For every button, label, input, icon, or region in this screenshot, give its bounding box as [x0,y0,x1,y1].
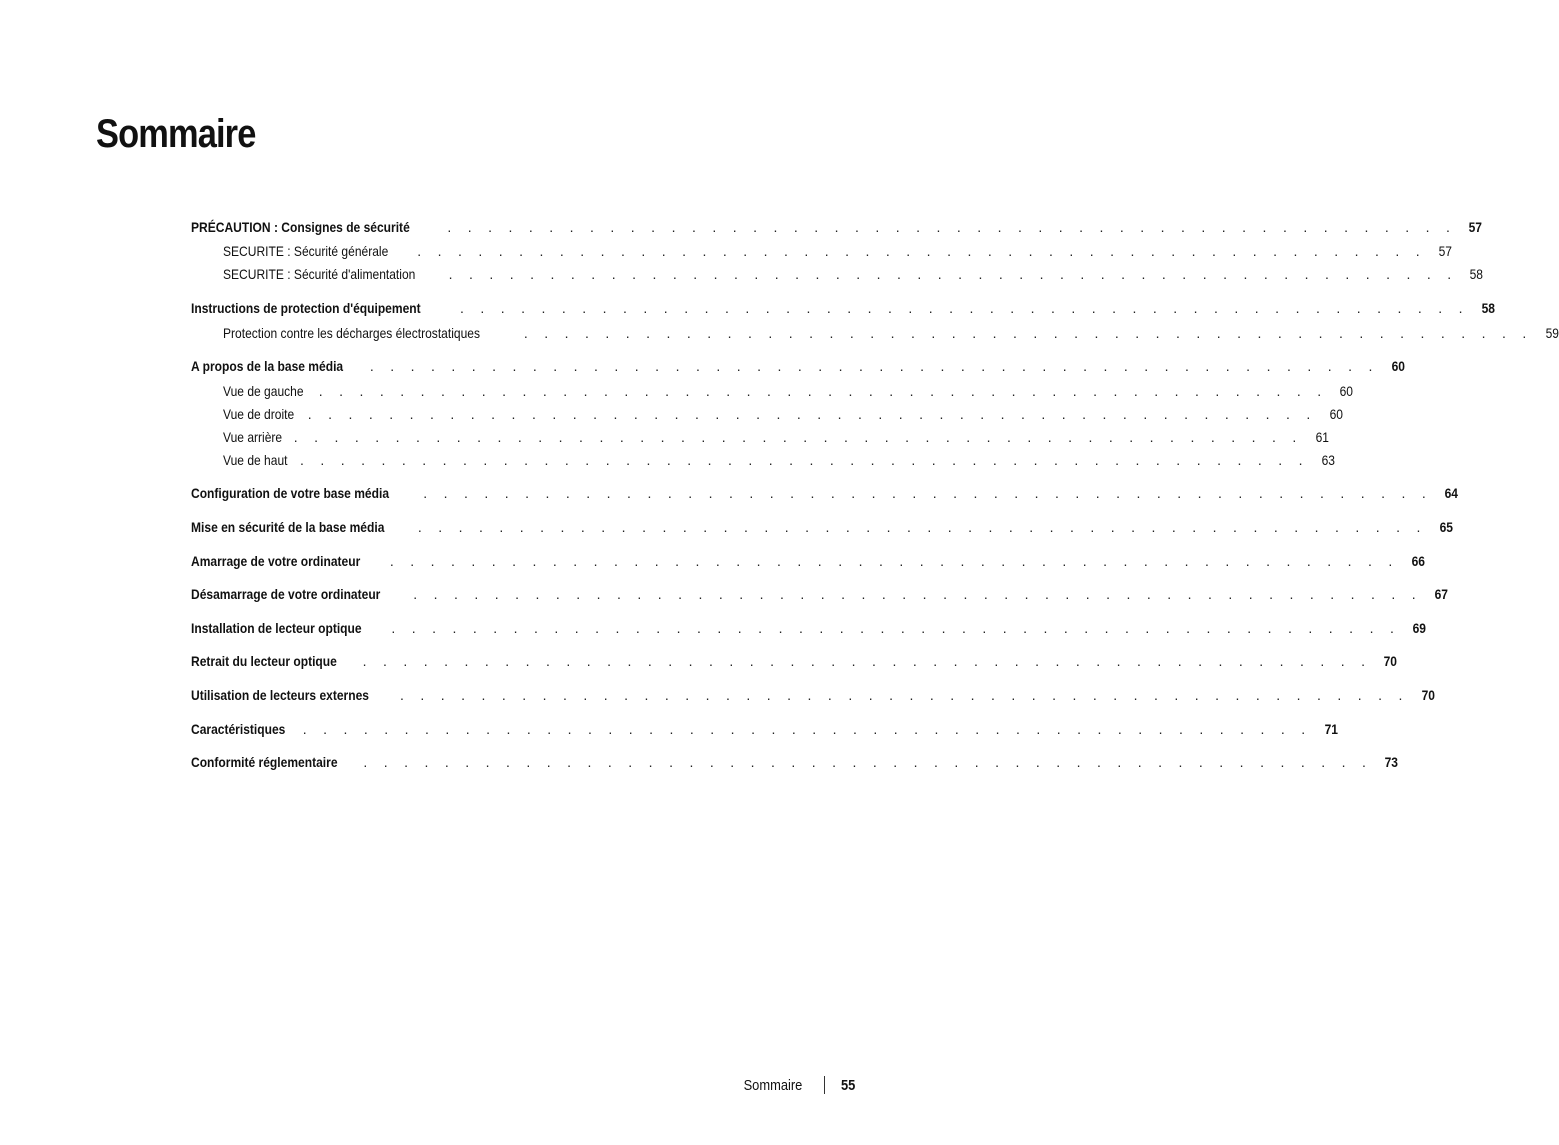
toc-entry[interactable] [191,298,1495,318]
toc-entry-label: Caractéristiques [191,721,286,737]
toc-entry-page: 57 [1438,243,1452,259]
dot-leader: . . . . . . . . . . . . . . . . . . . . . . . . . . . . . . . . . . . . . . . . . . . . . . . . . . [389,553,1399,569]
dot-leader: . . . . . . . . . . . . . . . . . . . . . . . . . . . . . . . . . . . . . . . . . . . . . . . . . . [300,452,1309,468]
toc-entry-page: 57 [1468,219,1483,235]
toc-entry-label: A propos de la base média [191,358,344,374]
dot-leader: . . . . . . . . . . . . . . . . . . . . . . . . . . . . . . . . . . . . . . . . . . . . . . . . . . [417,519,1427,535]
toc-entry-page: 60 [1391,358,1405,374]
toc-entry-label: SECURITE : Sécurité générale [223,243,389,259]
dot-leader: . . . . . . . . . . . . . . . . . . . . . . . . . . . . . . . . . . . . . . . . . . . . . . . . . . [417,243,1426,259]
dot-leader: . . . . . . . . . . . . . . . . . . . . . . . . . . . . . . . . . . . . . . . . . . . . . . . . . . [362,653,1372,669]
toc-entry-label: Retrait du lecteur optique [191,653,337,669]
toc-entry-page: 73 [1384,754,1399,770]
toc-entry-page: 59 [1545,325,1559,341]
toc-entry-label: PRÉCAUTION : Consignes de sécurité [191,219,410,235]
toc-entry-label: Mise en sécurité de la base média [191,519,385,535]
page-title: Sommaire [96,112,256,156]
dot-leader: . . . . . . . . . . . . . . . . . . . . . . . . . . . . . . . . . . . . . . . . . . . . . . . . . . [369,358,1379,374]
dot-leader: . . . . . . . . . . . . . . . . . . . . . . . . . . . . . . . . . . . . . . . . . . . . . . . . . . [447,219,1457,235]
toc-entry[interactable] [191,685,1435,705]
footer-section-title: Sommaire [743,1076,803,1094]
toc-entry[interactable] [191,551,1425,571]
toc-entry[interactable] [191,752,1399,772]
page-footer [734,1076,858,1094]
toc-subentry[interactable] [223,323,1559,343]
toc-entry[interactable] [191,483,1459,503]
toc-entry-label: Conformité réglementaire [191,754,338,770]
dot-leader: . . . . . . . . . . . . . . . . . . . . . . . . . . . . . . . . . . . . . . . . . . . . . . . . . . [318,383,1328,399]
dot-leader: . . . . . . . . . . . . . . . . . . . . . . . . . . . . . . . . . . . . . . . . . . . . . . . . . . [423,485,1433,501]
toc-entry[interactable] [191,517,1453,537]
dot-leader: . . . . . . . . . . . . . . . . . . . . . . . . . . . . . . . . . . . . . . . . . . . . . . . . . . [399,687,1409,703]
dot-leader: . . . . . . . . . . . . . . . . . . . . . . . . . . . . . . . . . . . . . . . . . . . . . . . . . . [293,429,1303,445]
toc-entry-label: Vue arrière [223,429,283,445]
toc-entry[interactable] [191,356,1405,376]
toc-entry-label: Désamarrage de votre ordinateur [191,586,381,602]
toc-entry-page: 69 [1412,620,1427,636]
footer-divider [824,1076,825,1094]
toc-entry-label: SECURITE : Sécurité d'alimentation [223,266,416,282]
dot-leader: . . . . . . . . . . . . . . . . . . . . . . . . . . . . . . . . . . . . . . . . . . . . . . . . . . [460,300,1469,316]
toc-entry-label: Instructions de protection d'équipement [191,300,421,316]
toc-entry-label: Vue de gauche [223,383,304,399]
toc-entry-label: Protection contre les décharges électrostatiques [223,325,481,341]
toc-entry-label: Utilisation de lecteurs externes [191,687,369,703]
toc-subentry[interactable] [223,427,1329,447]
dot-leader: . . . . . . . . . . . . . . . . . . . . . . . . . . . . . . . . . . . . . . . . . . . . . . . . . . [448,266,1458,282]
toc-subentry[interactable] [223,450,1335,470]
toc-entry-page: 67 [1434,586,1448,602]
toc-entry-label: Amarrage de votre ordinateur [191,553,361,569]
dot-leader: . . . . . . . . . . . . . . . . . . . . . . . . . . . . . . . . . . . . . . . . . . . . . . . . . . [363,754,1373,770]
dot-leader: . . . . . . . . . . . . . . . . . . . . . . . . . . . . . . . . . . . . . . . . . . . . . . . . . . [523,325,1533,341]
toc-entry-label: Vue de droite [223,406,295,422]
toc-entry-page: 61 [1315,429,1329,445]
toc-entry[interactable] [191,217,1483,237]
dot-leader: . . . . . . . . . . . . . . . . . . . . . . . . . . . . . . . . . . . . . . . . . . . . . . . . . . [391,620,1401,636]
toc-subentry[interactable] [223,264,1484,284]
toc-entry-page: 66 [1411,553,1425,569]
toc-entry-page: 70 [1421,687,1435,703]
toc-entry-page: 58 [1481,300,1495,316]
toc-entry-page: 58 [1470,266,1484,282]
toc-entry-page: 70 [1383,653,1398,669]
toc-entry-page: 63 [1321,452,1335,468]
toc-entry-page: 60 [1329,406,1343,422]
dot-leader: . . . . . . . . . . . . . . . . . . . . . . . . . . . . . . . . . . . . . . . . . . . . . . . . . . [307,406,1317,422]
toc-subentry[interactable] [223,381,1354,401]
toc-entry[interactable] [191,618,1427,638]
toc-entry-label: Configuration de votre base média [191,485,390,501]
toc-entry-label: Installation de lecteur optique [191,620,362,636]
toc-entry-page: 71 [1324,721,1338,737]
toc-subentry[interactable] [223,241,1452,261]
toc-entry[interactable] [191,651,1398,671]
toc-entry[interactable] [191,719,1338,739]
toc-entry-page: 60 [1340,383,1354,399]
footer-page-number: 55 [841,1076,856,1094]
toc-entry-label: Vue de haut [223,452,288,468]
dot-leader: . . . . . . . . . . . . . . . . . . . . . . . . . . . . . . . . . . . . . . . . . . . . . . . . . . [302,721,1312,737]
toc-subentry[interactable] [223,404,1343,424]
toc-entry-page: 64 [1444,485,1459,501]
toc-entry-page: 65 [1439,519,1453,535]
toc-entry[interactable] [191,584,1448,604]
dot-leader: . . . . . . . . . . . . . . . . . . . . . . . . . . . . . . . . . . . . . . . . . . . . . . . . . . [413,586,1422,602]
